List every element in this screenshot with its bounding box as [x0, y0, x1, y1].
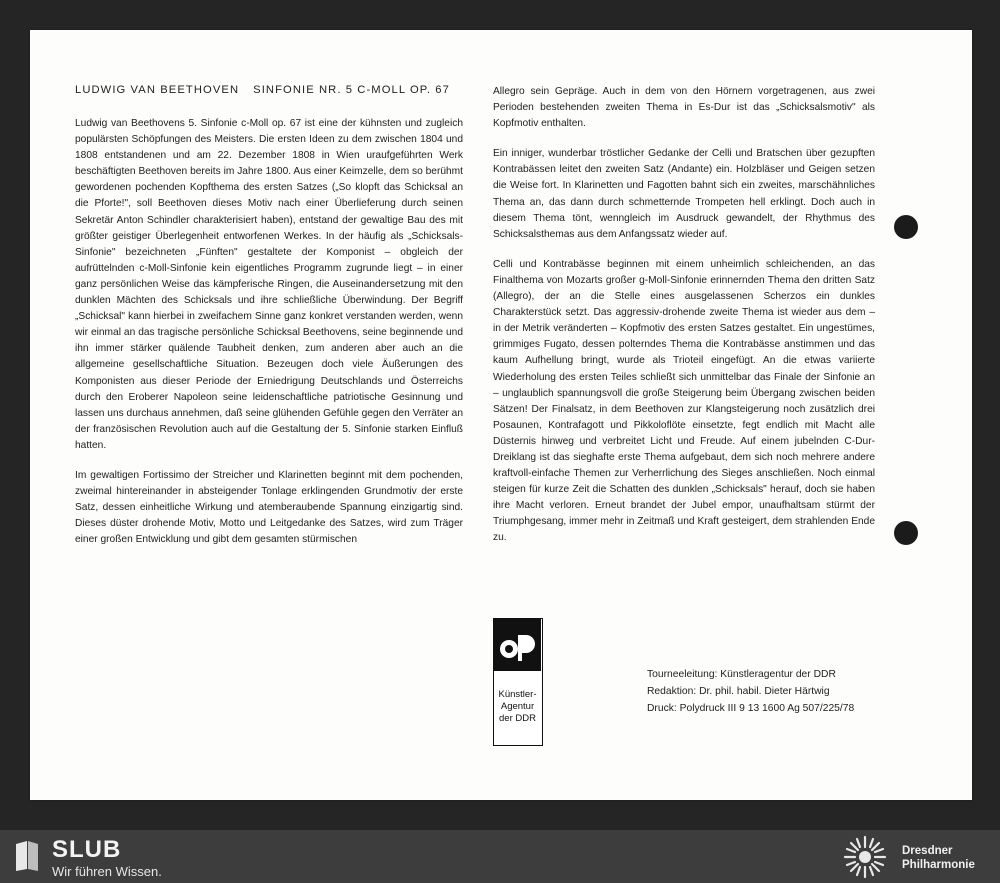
- agency-logo: [493, 618, 543, 746]
- logo-line: Künstler-: [498, 689, 537, 700]
- partner-name[interactable]: [902, 844, 975, 872]
- logo-line: Agentur: [500, 701, 535, 712]
- slub-book-icon[interactable]: [14, 840, 40, 872]
- footer-bar: [0, 830, 1000, 883]
- imprint-credits: [647, 666, 854, 717]
- credit-line: Druck: Polydruck III 9 13 1600 Ag 507/225/78: [647, 703, 855, 714]
- library-slogan: Wir führen Wissen.: [52, 864, 162, 879]
- right-text-column: [493, 84, 875, 561]
- punch-hole: [894, 215, 918, 239]
- paragraph: Ludwig van Beethovens 5. Sinfonie c-Moll op. 67 ist eine der kühnsten und zugleich populärsten Schöpfungen des Meisters. Die ersten Ideen zu dem zwischen 1804 und 1808 entstandenen und am 22. Dezember 1808 in Wien uraufgeführten Werk beschäftigten Beethoven bereits im Jahre 1800. Aus einer Keimzelle, dem so berühmt gewordenen pochenden Kopfthema des ersten Satzes („So klopft das Schicksal an die Pforte!", soll Beethoven dieses Motiv nach einer Überlieferung durch seinen Sekretär Anton Schindler charakterisiert haben), entstand der gewaltige Bau des mit größter geistiger Überlegenheit entworfenen Werkes. In der häufig als „Schicksals-Sinfonie" bezeichneten „Fünften" gestaltete der Komponist – obgleich der aufrüttelnden c-Moll-Sinfonie kein eigentliches Programm zugrunde liegt – in einer ganz persönlichen Weise das kämpferische Ringen, die Auseinandersetzung mit den dunklen Mächten des Schicksals und ihre schließliche Überwindung. Der Begriff „Schicksal" kann hierbei in zweifachem Sinne ganz konkret verstanden werden, wenn wir einmal an das tragische persönliche Schicksal Beethovens, seine beginnende und ihn immer stärker quälende Taubheit denken, zum anderen aber auch an die allgemeine gesellschaftliche Situation. Bezeugen doch viele Äußerungen des Komponisten aus dieser Periode der Erniedrigung Deutschlands und Österreichs durch den Eroberer Napoleon seine leidenschaftliche patriotische Gesinnung und lassen uns durchaus annehmen, daß seine glühenden Gefühle gegen den Verräter an der französischen Revolution auch auf die Gestaltung der 5. Sinfonie starken Einfluß hatten.: [75, 118, 463, 451]
- composer-name: LUDWIG VAN BEETHOVEN: [75, 84, 240, 96]
- left-text-column: [75, 116, 463, 562]
- credit-line: Redaktion: Dr. phil. habil. Dieter Härtwig: [647, 686, 830, 697]
- logo-line: der DDR: [499, 713, 536, 724]
- library-name[interactable]: SLUB: [52, 836, 122, 863]
- work-title: SINFONIE NR. 5 C-MOLL OP. 67: [253, 84, 450, 96]
- agency-logo-text: [494, 689, 541, 725]
- paragraph: Im gewaltigen Fortissimo der Streicher und Klarinetten beginnt mit dem pochenden, zweimal hintereinander in absteigender Tonlage erklingenden Grundmotiv der erste Satz, dessen einheitliche Wirkung und atemberaubende Spannung einzigartig sind. Dieses düster drohende Motiv, Motto und Leitgedanke des Satzes, wird zum Träger einer großen Entwicklung und gibt dem gesamten stürmischen: [75, 469, 463, 546]
- partner-line: Dresdner: [902, 845, 953, 857]
- document-heading: [75, 84, 505, 96]
- paragraph: Ein inniger, wunderbar tröstlicher Gedanke der Celli und Bratschen über gezupften Kontrabässen leitet den zweiten Satz (Andante) ein. Holzbläser und Geigen setzen die Weise fort. In Klarinetten und Fagotten bahnt sich ein zweites, marschähnliches Thema an, das dann durch schmetternde Trompeten hell erklingt. Doch auch in diesem Thema tönt, wenngleich im Ausdruck gewandelt, der Rhythmus des Schicksalsthemas aus dem Anfangssatz wieder auf.: [493, 148, 875, 240]
- punch-hole: [894, 521, 918, 545]
- credit-line: Tourneeleitung: Künstleragentur der DDR: [647, 669, 836, 680]
- paragraph: Allegro sein Gepräge. Auch in dem von den Hörnern vorgetragenen, aus zwei Perioden bestehenden zweiten Thema in Es-Dur ist das „Schicksalsmotiv" als Kopfmotiv enthalten.: [493, 86, 875, 130]
- agency-emblem-icon: [494, 619, 541, 671]
- philharmonie-sunburst-icon[interactable]: [841, 833, 889, 881]
- paragraph: Celli und Kontrabässe beginnen mit einem unheimlich schleichenden, an das Finalthema von Mozarts großer g-Moll-Sinfonie erinnernden Thema den dritten Satz (Allegro), der an die Stelle eines ausgelassenen Scherzos ein dunkles Charakterstück setzt. Das aggressiv-drohende zweite Thema ist wieder aus dem – in der Metrik veränderten – Kopfmotiv des ersten Satzes gestaltet. Ein ungestümes, grimmiges Fugato, dessen polterndes Thema die Kontrabässe anstimmen und das kaum Aufhellung bringt, wurde als Trioteil eingefügt. An die etwas variierte Wiederholung des ersten Teiles schließt sich unmittelbar das Finale der Sinfonie an – unglaublich spannungsvoll die große Steigerung beim Übergang zwischen beiden Sätzen! Der Finalsatz, in dem Beethoven zur Klangsteigerung noch zusätzlich drei Posaunen, Kontrafagott und Pikkoloflöte einsetzte, fegt endlich mit Macht alle Düsternis hinweg und verbreitet Licht und Freude. Auf einem jubelnden C-Dur-Dreiklang ist das sieghafte erste Thema aufgebaut, dem sich noch mehrere andere kraftvoll-einfache Themen zur Verherrlichung des Sieges anschließen. Noch einmal steigen für kurze Zeit die Schatten des dunklen „Schicksals" herauf, doch sie haben ihre Macht verloren. Erneut brandet der Jubel empor, unaufhaltsam stürmt der Triumphgesang, immer mehr in Zeitmaß und Kraft gesteigert, dem strahlenden Ende zu.: [493, 258, 875, 544]
- partner-line: Philharmonie: [902, 859, 975, 871]
